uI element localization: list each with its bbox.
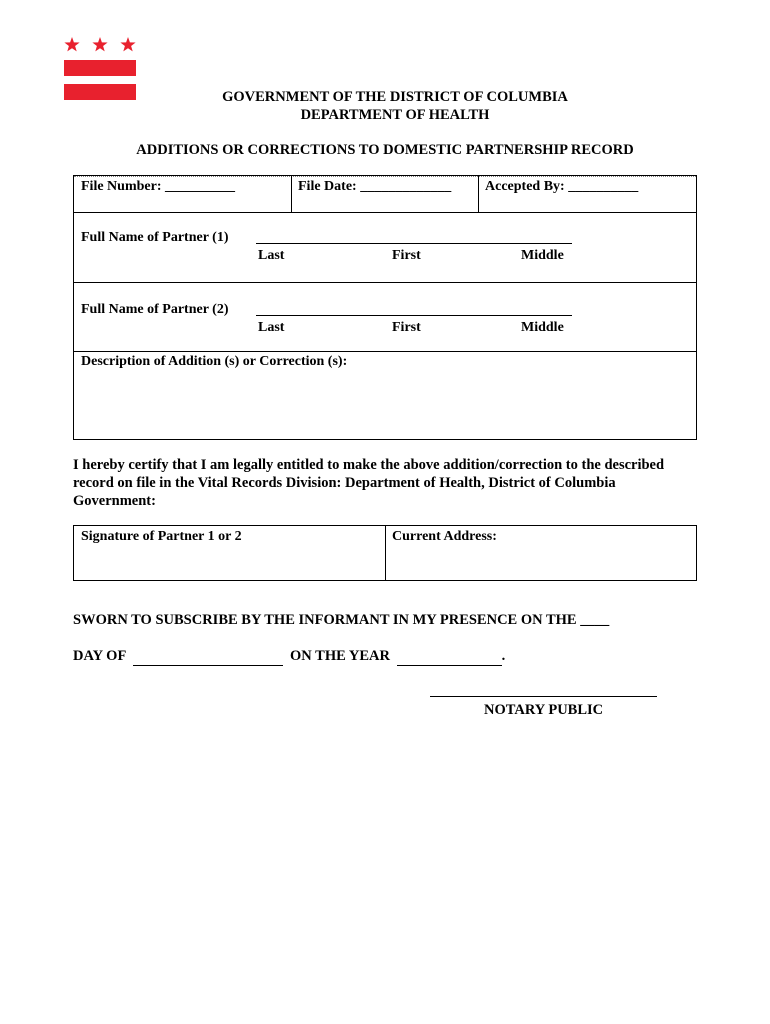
day-year-line (73, 648, 505, 666)
partner2-label: Full Name of Partner (2) (81, 302, 229, 317)
partner1-last-label: Last (258, 248, 285, 263)
partner1-first-label: First (392, 248, 421, 263)
notary-public-label: NOTARY PUBLIC (484, 702, 604, 718)
partner1-label: Full Name of Partner (1) (81, 230, 229, 245)
row-divider-1 (73, 212, 697, 213)
address-label: Current Address: (392, 529, 497, 544)
government-heading: GOVERNMENT OF THE DISTRICT OF COLUMBIA (222, 89, 568, 105)
on-the-year-label: ON THE YEAR (290, 648, 390, 664)
dotted-top-rule (74, 176, 696, 178)
department-heading: DEPARTMENT OF HEALTH (300, 107, 490, 123)
certification-text: I hereby certify that I am legally entitled to make the above addition/correction to the described record on file in the Vital Records Division: Department of Health, District of Columbia Government: (73, 457, 665, 509)
flag-bar-bottom (64, 84, 136, 100)
description-label: Description of Addition (s) or Correction (s): (81, 354, 348, 369)
star-icon (92, 37, 107, 51)
signature-field[interactable] (74, 548, 384, 580)
year-blank[interactable] (397, 648, 502, 666)
partner1-name-line[interactable] (256, 243, 572, 244)
notary-signature-line[interactable] (430, 696, 657, 697)
signature-label: Signature of Partner 1 or 2 (81, 529, 242, 544)
partner2-name-line[interactable] (256, 315, 572, 316)
year-period: . (501, 648, 506, 664)
dc-flag-logo (64, 36, 136, 102)
description-field[interactable] (74, 372, 696, 439)
address-field[interactable] (386, 548, 696, 580)
partner1-middle-label: Middle (521, 248, 564, 263)
divider-accepted-by (478, 175, 479, 213)
day-of-label: DAY OF (73, 648, 126, 664)
form-title: ADDITIONS OR CORRECTIONS TO DOMESTIC PARTNERSHIP RECORD (136, 142, 634, 158)
sworn-statement: SWORN TO SUBSCRIBE BY THE INFORMANT IN MY PRESENCE ON THE ____ (73, 612, 610, 628)
file-number-field[interactable]: File Number: __________ (81, 179, 235, 194)
star-icon (120, 37, 135, 51)
row-divider-3 (73, 351, 697, 352)
star-icon (64, 37, 79, 51)
divider-file-date (291, 175, 292, 213)
file-date-field[interactable]: File Date: _____________ (298, 179, 452, 194)
day-of-blank[interactable] (133, 648, 283, 666)
flag-bar-top (64, 60, 136, 76)
accepted-by-field[interactable]: Accepted By: __________ (485, 179, 639, 194)
row-divider-2 (73, 282, 697, 283)
partner2-last-label: Last (258, 320, 285, 335)
partner2-middle-label: Middle (521, 320, 564, 335)
partner2-first-label: First (392, 320, 421, 335)
